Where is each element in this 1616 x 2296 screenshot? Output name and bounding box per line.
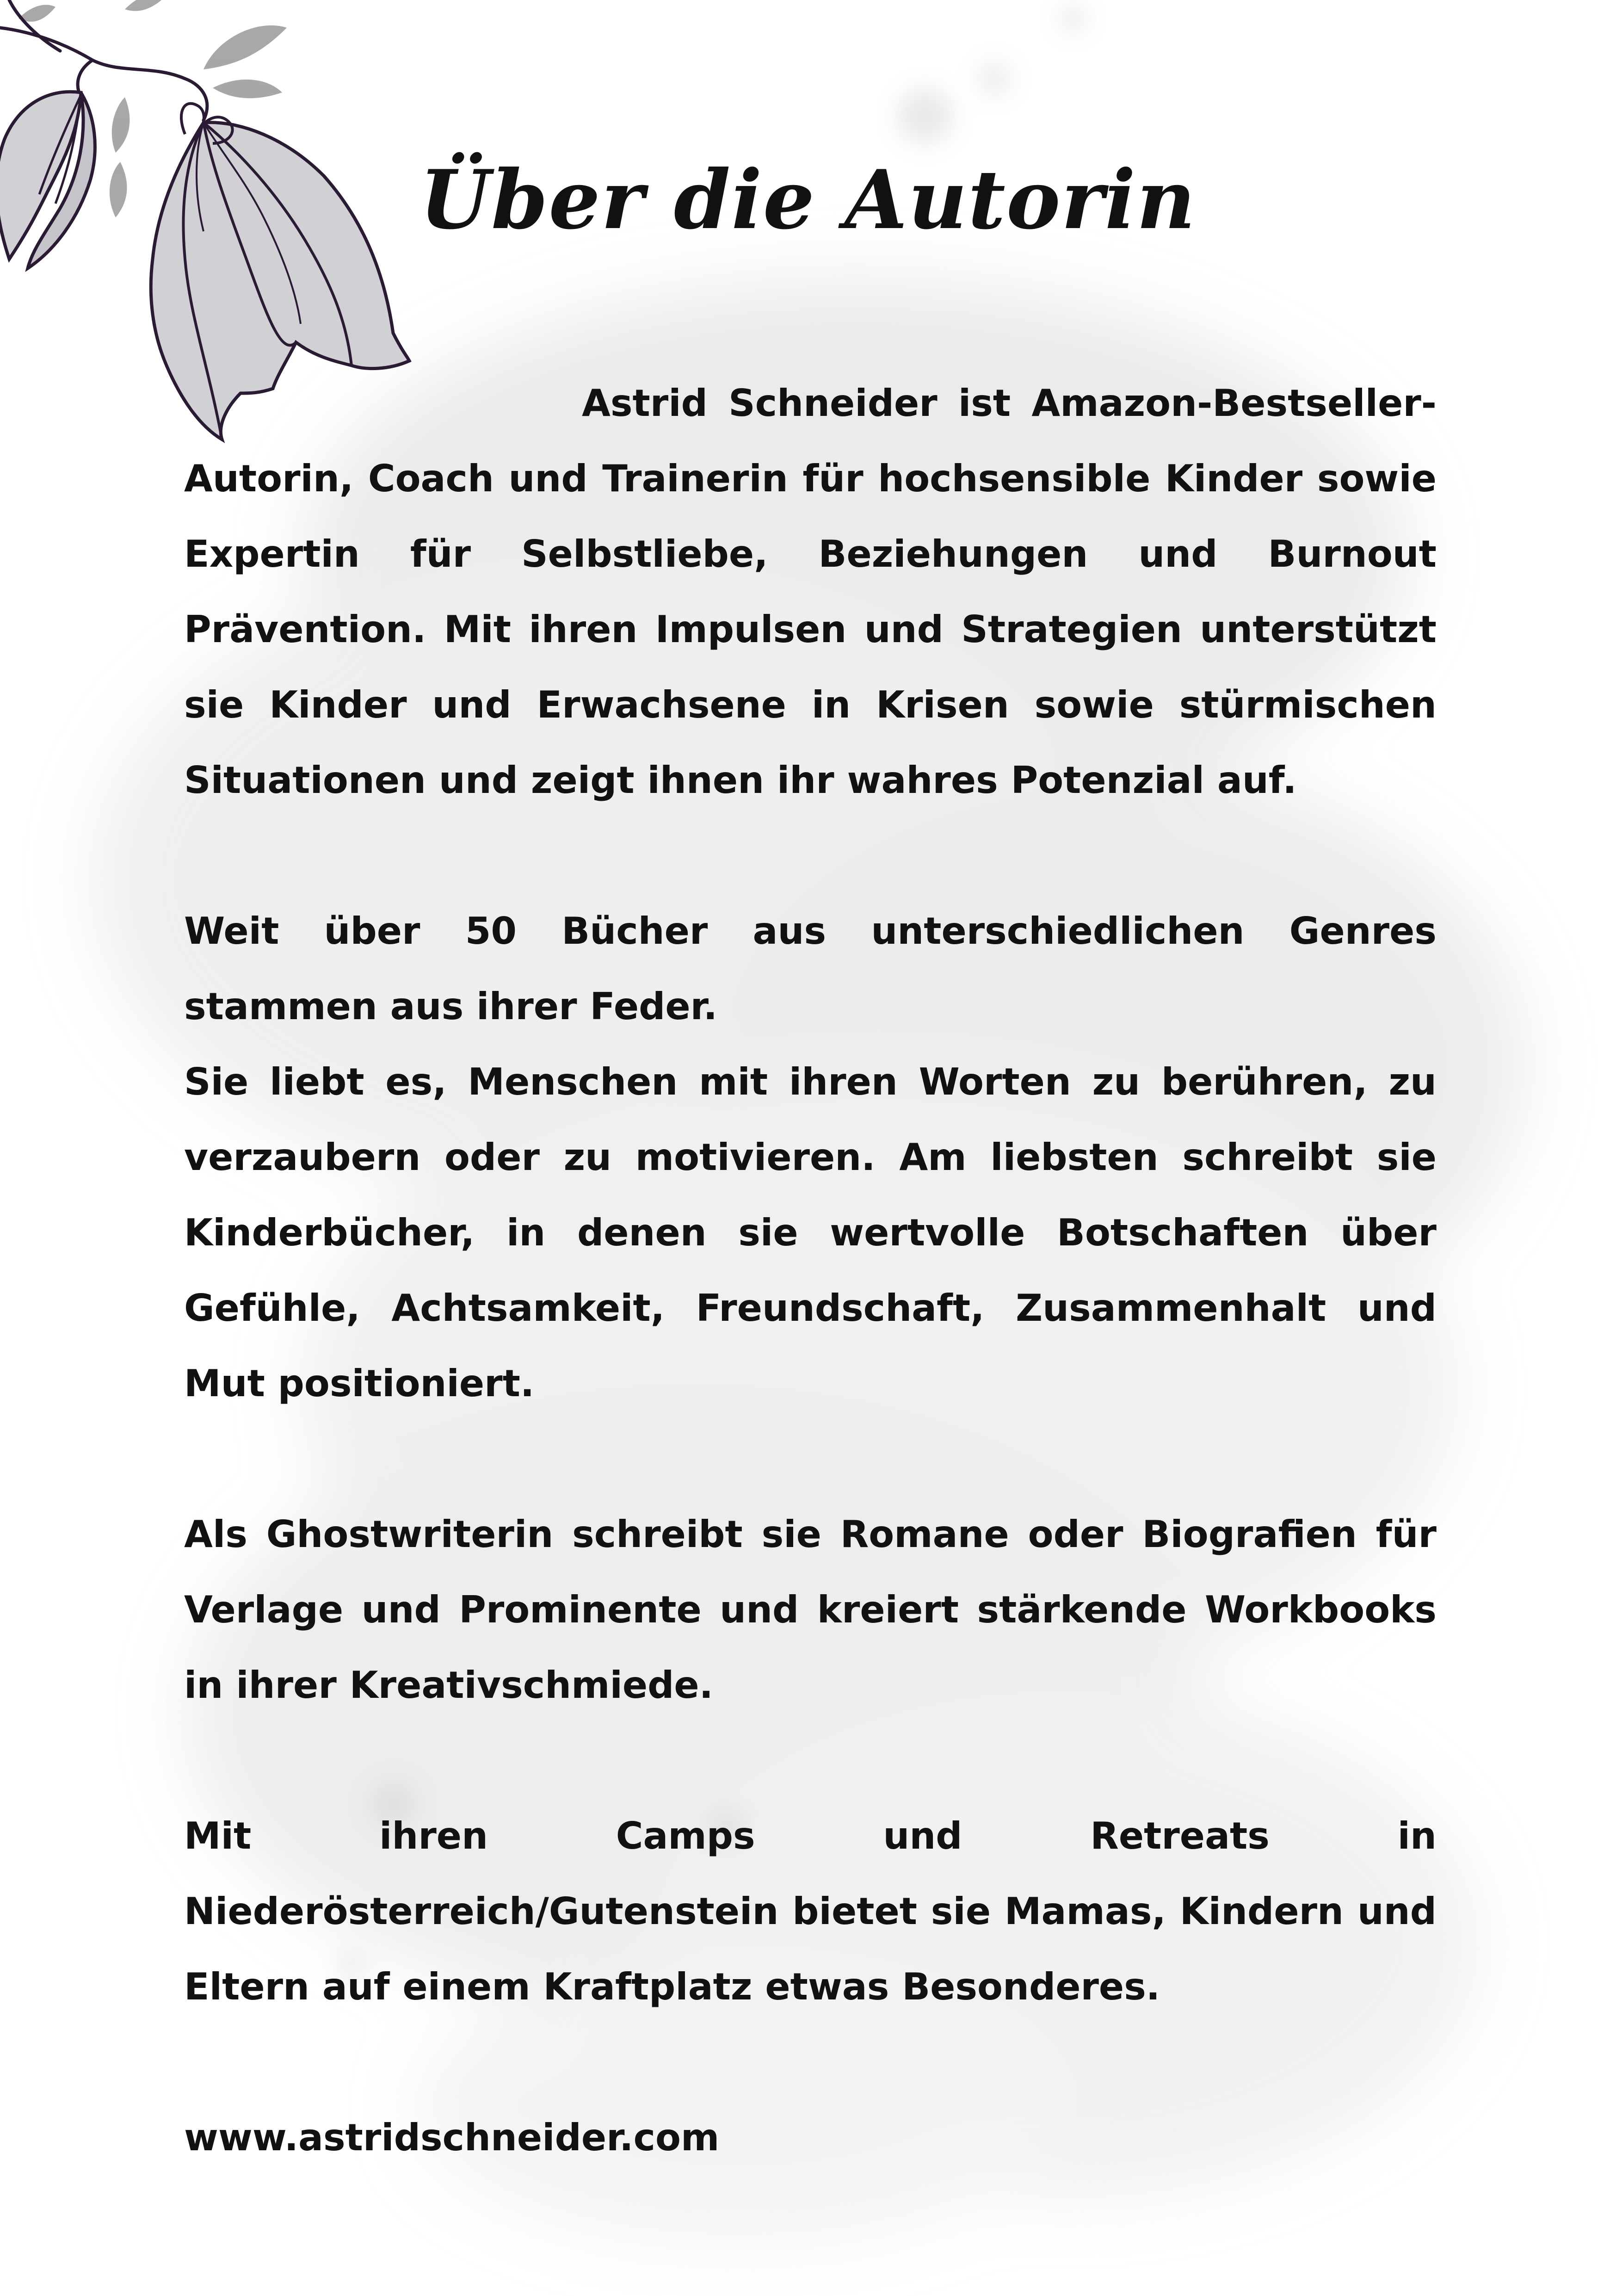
website-link[interactable]: www.astridschneider.com xyxy=(184,2116,720,2159)
bio-paragraph-camps: Mit ihren Camps und Retreats in Niederösterreich/Gutenstein bietet sie Mamas, Kindern und Eltern auf einem Kraftplatz etwas Besonderes. xyxy=(184,1814,1437,2008)
bio-paragraph-ghostwriting: Als Ghostwriterin schreibt sie Romane oder Biografien für Verlage und Prominente und kreiert stärkende Workbooks in ihrer Kreativschmiede. xyxy=(184,1513,1437,1707)
bio-paragraph-writing: Sie liebt es, Menschen mit ihren Worten zu berühren, zu verzaubern oder zu motivieren. Am liebsten schreibt sie Kinderbücher, in denen sie wertvolle Botschaften über Gefühle, Achtsamkeit, Freundschaft, Zusammenhalt und Mut positioniert. xyxy=(184,1060,1437,1405)
page-title: Über die Autorin xyxy=(419,153,1197,248)
bio-paragraph-books: Weit über 50 Bücher aus unterschiedlichen Genres stammen aus ihrer Feder. xyxy=(184,910,1437,1028)
author-bio xyxy=(184,365,1437,2212)
bio-paragraph-intro: Astrid Schneider ist Amazon-Bestseller-Autorin, Coach und Trainerin für hochsensible Kinder sowie Expertin für Selbstliebe, Beziehungen und Burnout Prävention. Mit ihren Impulsen und Strategien unterstützt sie Kinder und Erwachsene in Krisen sowie stürmischen Situationen und zeigt ihnen ihr wahres Potenzial auf. xyxy=(184,382,1437,802)
